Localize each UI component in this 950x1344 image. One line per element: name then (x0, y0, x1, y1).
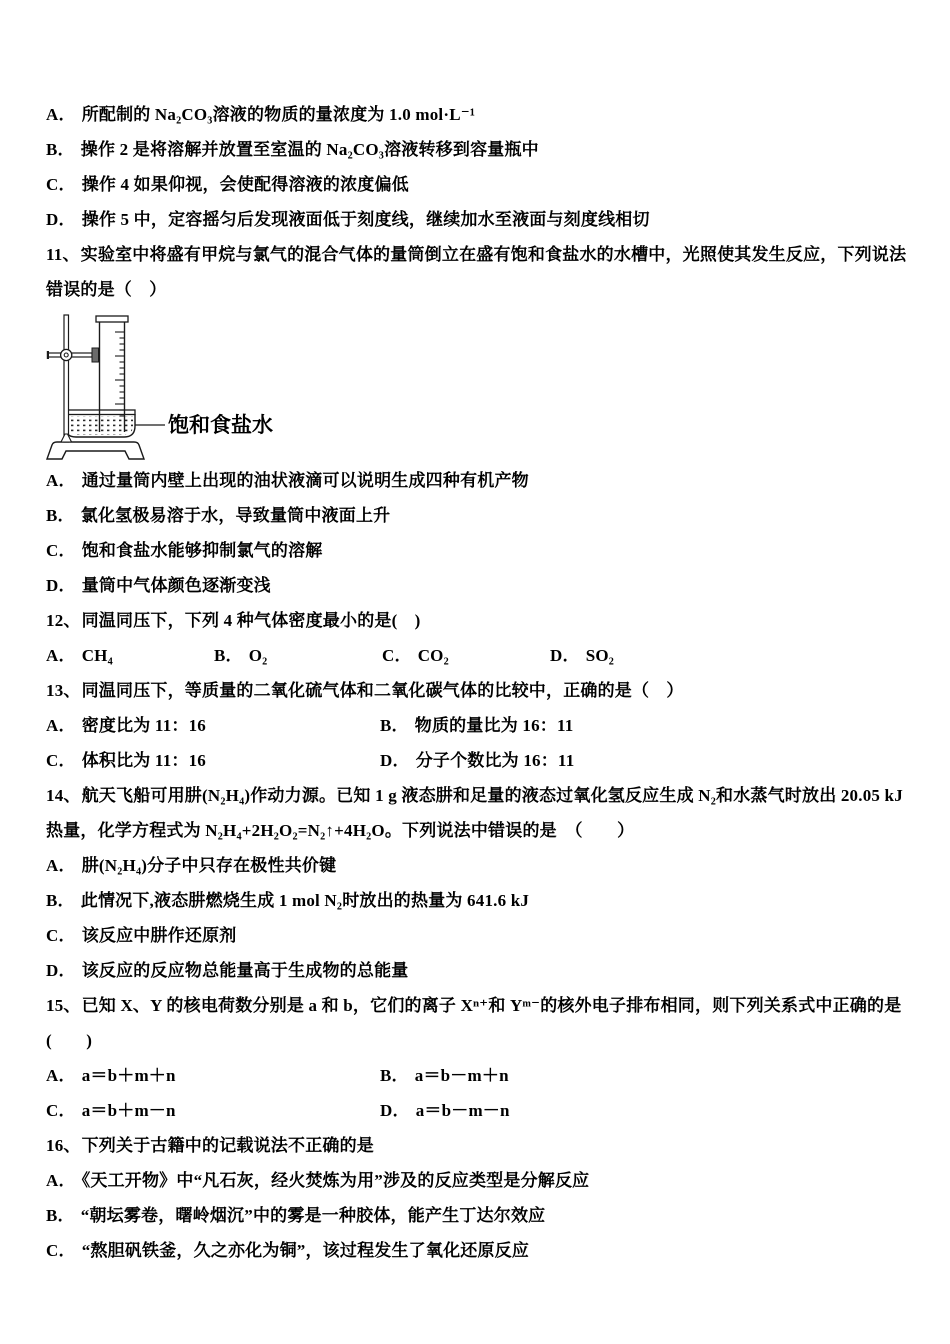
option-text: 肼(N₂H₄)分子中只存在极性共价键 (81, 856, 337, 875)
q11-stem (46, 237, 912, 307)
q10-option-c (46, 167, 912, 202)
option-text: a＝b－m＋n (414, 1066, 509, 1085)
option-text: 该反应的反应物总能量高于生成物的总能量 (81, 961, 409, 980)
option-label: D． (46, 576, 76, 595)
option-text: SO₂ (585, 646, 615, 665)
option-label: B． (46, 140, 75, 159)
q11-option-c (46, 533, 912, 568)
q13-option-b (380, 708, 714, 743)
option-text: 操作 2 是将溶解并放置至室温的 Na₂CO₃溶液转移到容量瓶中 (80, 140, 539, 159)
option-label: A． (46, 105, 76, 124)
option-text: 氯化氢极易溶于水，导致量筒中液面上升 (80, 506, 391, 525)
q15-options-row-2 (46, 1093, 912, 1128)
q15-option-d (380, 1093, 714, 1128)
option-label: C． (46, 541, 76, 560)
q12-option-c (382, 638, 550, 673)
option-label: D． (46, 210, 76, 229)
option-text: 该反应中肼作还原剂 (81, 926, 237, 945)
option-label: D． (380, 751, 410, 770)
q11-option-b (46, 498, 912, 533)
q10-option-d (46, 202, 912, 237)
q12-option-b (214, 638, 382, 673)
option-label: A． (46, 646, 76, 665)
experiment-figure (46, 308, 912, 461)
option-label: A． (46, 716, 76, 735)
question-stem: 实验室中将盛有甲烷与氯气的混合气体的量筒倒立在盛有饱和食盐水的水槽中，光照使其发生反应，下列说法错误的是（ ） (46, 245, 907, 299)
option-text: 分子个数比为 16：11 (415, 751, 575, 770)
option-text: 通过量筒内壁上出现的油状液滴可以说明生成四种有机产物 (81, 471, 529, 490)
option-label: D． (46, 961, 76, 980)
q14-option-a (46, 848, 912, 883)
question-number: 13、 (46, 681, 81, 700)
option-label: A． (46, 856, 76, 875)
q10-option-b (46, 132, 912, 167)
option-label: C． (46, 175, 76, 194)
question-number: 16、 (46, 1136, 81, 1155)
question-stem: 同温同压下，下列 4 种气体密度最小的是( ) (81, 611, 421, 630)
q13-options-row-1 (46, 708, 912, 743)
q12-stem (46, 603, 912, 638)
option-text: a＝b＋m－n (81, 1101, 176, 1120)
option-label: A． (46, 1066, 76, 1085)
q12-option-d (550, 638, 718, 673)
option-label: A． (46, 1171, 76, 1190)
option-label: A． (46, 471, 76, 490)
option-text: 所配制的 Na₂CO₃溶液的物质的量浓度为 1.0 mol·L⁻¹ (81, 105, 476, 124)
option-text: “熬胆矾铁釜，久之亦化为铜”，该过程发生了氧化还原反应 (81, 1241, 530, 1260)
q12-option-a (46, 638, 214, 673)
clamp-icon (47, 348, 99, 362)
q16-option-b (46, 1198, 912, 1233)
question-number: 11、 (46, 245, 80, 264)
stand-base-icon (47, 442, 144, 459)
cylinder-graduations (115, 332, 124, 416)
q15-option-a (46, 1058, 380, 1093)
option-text: O₂ (248, 646, 268, 665)
q13-option-c (46, 743, 380, 778)
option-label: C． (382, 646, 412, 665)
q15-options-row-1 (46, 1058, 912, 1093)
question-number: 12、 (46, 611, 81, 630)
option-text: 量筒中气体颜色逐渐变浅 (81, 576, 271, 595)
q11-option-d (46, 568, 912, 603)
option-label: B． (46, 1206, 75, 1225)
q13-options-row-2 (46, 743, 912, 778)
experiment-diagram (46, 308, 286, 461)
q11-option-a (46, 463, 912, 498)
q14-stem (46, 778, 912, 848)
option-text: 此情况下,液态肼燃烧生成 1 mol N₂时放出的热量为 641.6 kJ (80, 891, 530, 910)
option-label: C． (46, 751, 76, 770)
question-stem: 已知 X、Y 的核电荷数分别是 a 和 b，它们的离子 Xⁿ⁺和 Yᵐ⁻的核外电子排布相同，则下列关系式中正确的是( ) (46, 996, 902, 1050)
option-label: C． (46, 926, 76, 945)
q14-option-b (46, 883, 912, 918)
q10-option-a (46, 97, 912, 132)
option-label: B． (380, 716, 409, 735)
option-text: 物质的量比为 16：11 (414, 716, 574, 735)
q16-option-c (46, 1233, 912, 1268)
option-label: C． (46, 1101, 76, 1120)
q15-option-c (46, 1093, 380, 1128)
q12-options-row (46, 638, 912, 673)
option-label: D． (380, 1101, 410, 1120)
option-text: 《天工开物》中“凡石灰，经火焚炼为用”涉及的反应类型是分解反应 (81, 1171, 590, 1190)
q14-option-c (46, 918, 912, 953)
q15-stem (46, 988, 912, 1058)
q13-option-a (46, 708, 380, 743)
option-text: a＝b－m－n (415, 1101, 510, 1120)
option-label: B． (46, 891, 75, 910)
question-number: 14、 (46, 786, 81, 805)
q16-option-a (46, 1163, 912, 1198)
figure-label: 饱和食盐水 (168, 413, 273, 437)
question-number: 15、 (46, 996, 81, 1015)
option-text: CO₂ (417, 646, 449, 665)
option-label: B． (46, 506, 75, 525)
option-text: 密度比为 11：16 (81, 716, 206, 735)
q14-option-d (46, 953, 912, 988)
option-text: a＝b＋m＋n (81, 1066, 176, 1085)
q15-option-b (380, 1058, 714, 1093)
question-stem: 同温同压下，等质量的二氧化硫气体和二氧化碳气体的比较中，正确的是（ ） (81, 681, 684, 700)
option-label: B． (380, 1066, 409, 1085)
option-label: D． (550, 646, 580, 665)
q16-stem (46, 1128, 912, 1163)
option-label: C． (46, 1241, 76, 1260)
q13-option-d (380, 743, 714, 778)
option-text: 操作 5 中，定容摇匀后发现液面低于刻度线，继续加水至液面与刻度线相切 (81, 210, 650, 229)
option-text: CH₄ (81, 646, 113, 665)
question-stem: 航天飞船可用肼(N₂H₄)作动力源。已知 1 g 液态肼和足量的液态过氧化氢反应生成 N₂和水蒸气时放出 20.05 kJ 热量，化学方程式为 N₂H₄+2H₂O₂=N₂↑+4H₂O。下列说法中错误的是 （ ） (46, 786, 903, 840)
q13-stem (46, 673, 912, 708)
option-text: 体积比为 11：16 (81, 751, 206, 770)
option-text: 饱和食盐水能够抑制氯气的溶解 (81, 541, 323, 560)
option-text: “朝坛雾卷，曙岭烟沉”中的雾是一种胶体，能产生丁达尔效应 (80, 1206, 546, 1225)
option-text: 操作 4 如果仰视，会使配得溶液的浓度偏低 (81, 175, 409, 194)
question-stem: 下列关于古籍中的记载说法不正确的是 (81, 1136, 375, 1155)
option-label: B． (214, 646, 243, 665)
